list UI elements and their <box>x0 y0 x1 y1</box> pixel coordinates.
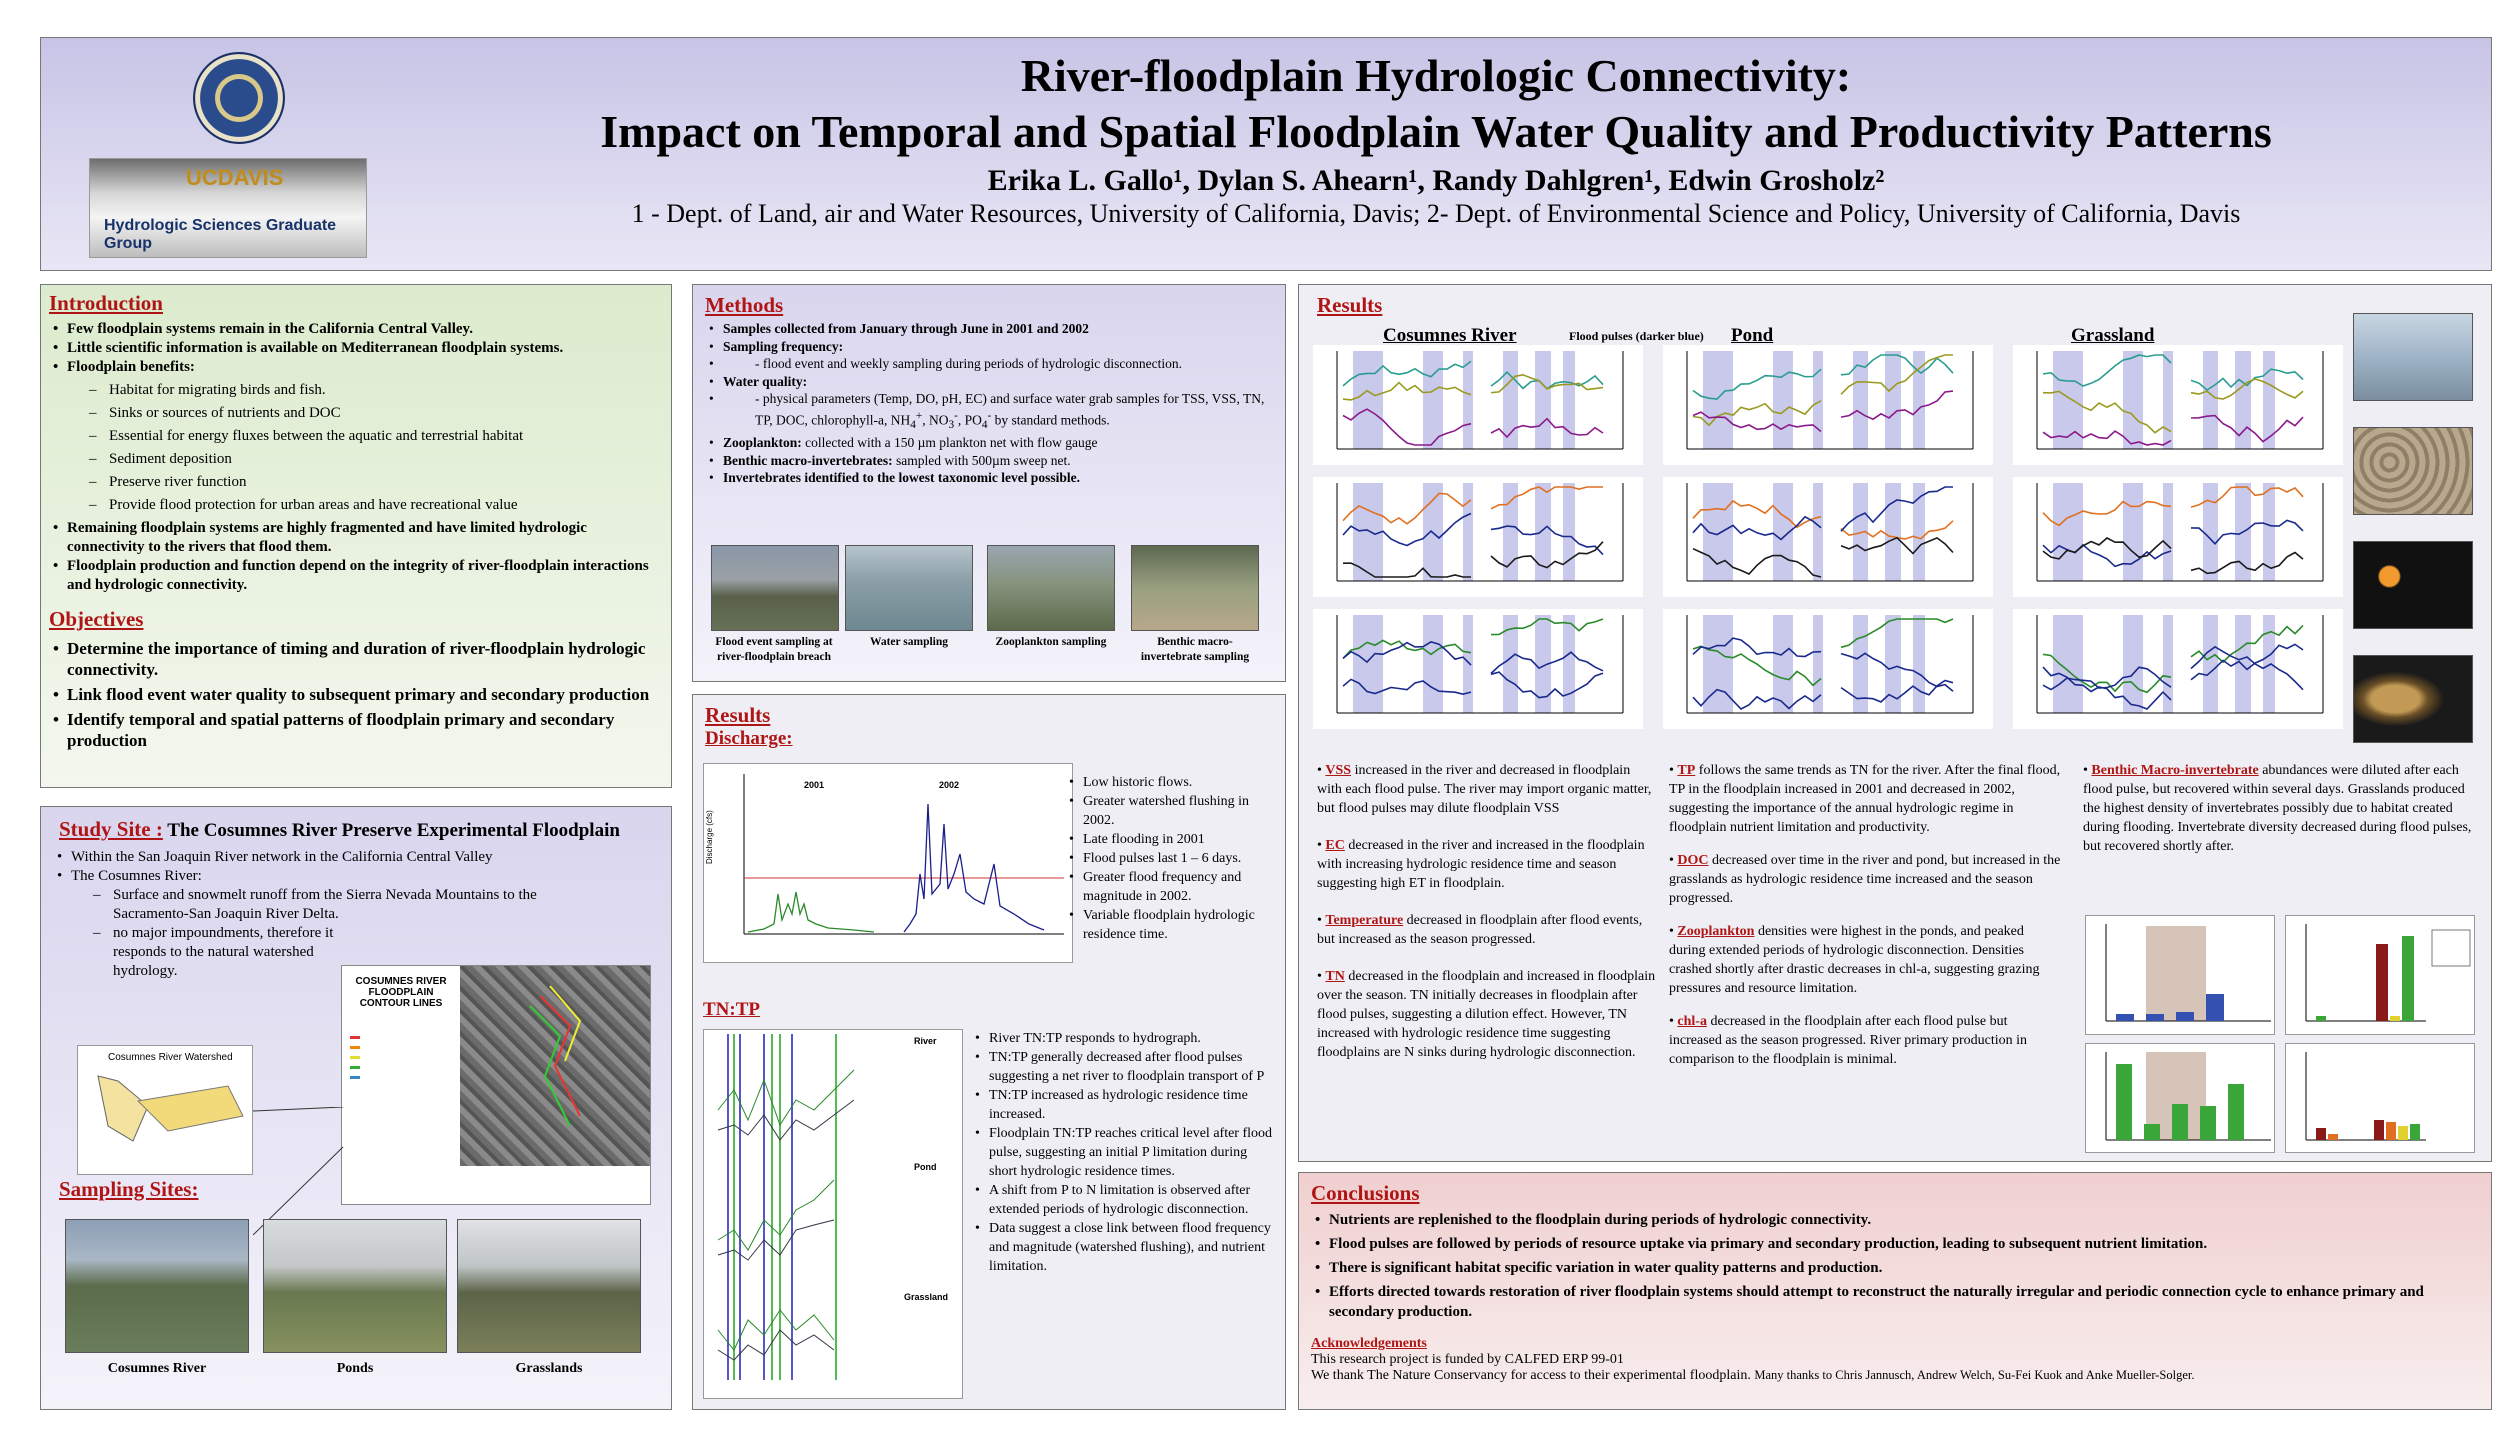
study-site-panel: Study Site : The Cosumnes River Preserve Experimental Floodplain • Within the San Joaquin River network in the California Central Valley • The Cosumnes River: – Surface and snowmelt runoff from the Sierra Nevada Mountains to the Sacramento-San Joaquin River Delta. – no major impoundments, therefore it responds to the natural watershed hydrology. Cosumnes River Watershed COSUMNES RIVER FLOODPLAIN CONTOUR LINES Sampling Sites: Cosumnes River Ponds Grasslands <box>40 806 672 1410</box>
methods-list: • Samples collected from January through June in 2001 and 2002 • Sampling frequency: • - flood event and weekly sampling during periods of hydrologic disconnection. • Water quality: • - physical parameters (Temp, DO, pH, EC) and surface water grab samples for TSS, VSS, TN, TP, DOC, chlorophyll-a, $NH_4^+$, $NO_3^-$, $PO_4^-$ by standard methods. • Zooplankton: collected with a 150 µm plankton net with flow gauge • Benthic macro-invertebrates: sampled with 500µm sweep net. • Invertebrates identified to the lowest taxonomic level possible. <box>705 320 1273 487</box>
grasslands-photo <box>457 1219 641 1353</box>
water-sampling-photo <box>845 545 973 631</box>
conclusions-heading: Conclusions <box>1311 1181 1420 1205</box>
diversity-chart-grassland <box>2285 915 2475 1035</box>
conclusions-list: • Nutrients are replenished to the floodplain during periods of hydrologic connectivity. • Flood pulses are followed by periods of resource uptake via primary and secondary production, leading to subsequent nutrient limitation. • There is significant habitat specific variation in water quality patterns and production. • Efforts directed towards restoration of river floodplain systems should attempt to reconstruct the naturally irregular and periodic connection cycle to enhance primary and secondary production. <box>1311 1210 2479 1322</box>
introduction-heading: Introduction <box>49 291 163 315</box>
methods-panel: Methods • Samples collected from January through June in 2001 and 2002 • Sampling frequency: • - flood event and weekly sampling during periods of hydrologic disconnection. • Water quality: • - physical parameters (Temp, DO, pH, EC) and surface water grab samples for TSS, VSS, TN, TP, DOC, chlorophyll-a, $NH_4^+$, $NO_3^-$, $PO_4^-$ by standard methods. • Zooplankton: collected with a 150 µm plankton net with flow gauge • Benthic macro-invertebrates: sampled with 500µm sweep net. • Invertebrates identified to the lowest taxonomic level possible. Flood event sampling at river-floodplain breach Water sampling Zooplankton sampling Benthic macro-invertebrate sampling <box>692 284 1286 682</box>
affiliations: 1 - Dept. of Land, air and Water Resources, University of California, Davis; 2- Dept. of Environmental Science and Policy, University of California, Davis <box>631 199 2241 228</box>
tntp-charts <box>703 1029 963 1399</box>
microscope-photo <box>2353 427 2473 515</box>
authors: Erika L. Gallo¹, Dylan S. Ahearn¹, Randy Dahlgren¹, Edwin Grosholz² <box>987 164 1885 197</box>
methods-heading: Methods <box>705 293 784 317</box>
watershed-inset-map: Cosumnes River Watershed <box>77 1045 253 1175</box>
zooplankton-photo <box>2353 541 2473 629</box>
discharge-bullets: • Low historic flows. • Greater watershed flushing in 2002. • Late flooding in 2001 • Flood pulses last 1 – 6 days. • Greater flood frequency and magnitude in 2002. • Variable floodplain hydrologic residence time. <box>1065 773 1275 944</box>
contour-map: COSUMNES RIVER FLOODPLAIN CONTOUR LINES <box>341 965 651 1205</box>
title-line-1: River-floodplain Hydrologic Connectivity: <box>1020 50 1852 101</box>
benthic-sampling-photo <box>1131 545 1259 631</box>
discharge-chart <box>703 763 1073 963</box>
flood-pulses-note: Flood pulses (darker blue) <box>1569 329 1704 343</box>
sampling-sites-heading: Sampling Sites: <box>59 1177 199 1201</box>
intro-list: • Few floodplain systems remain in the California Central Valley. • Little scientific information is available on Mediterranean floodplain systems. • Floodplain benefits: – Habitat for migrating birds and fish. – Sinks or sources of nutrients and DOC – Essential for energy fluxes between the aquatic and terrestrial habitat – Sediment deposition – Preserve river function – Provide flood protection for urban areas and have recreational value • Remaining floodplain systems are highly fragmented and have limited hydrologic connectivity to the rivers that flood them. • Floodplain production and function depend on the integrity of river-floodplain interactions and hydrologic connectivity. <box>49 320 663 595</box>
wq-chart-0-1 <box>1313 477 1643 597</box>
site-label-grassland: Grassland <box>2071 325 2155 346</box>
diversity-chart-pond <box>2285 1043 2475 1153</box>
wq-chart-1-0 <box>1663 345 1993 465</box>
ack-tnc: We thank The Nature Conservancy for access to their experimental floodplain <box>1311 1368 1748 1383</box>
invertebrate-photo <box>2353 655 2473 743</box>
objectives-list: • Determine the importance of timing and duration of river-floodplain hydrologic connectivity. • Link flood event water quality to subsequent primary and secondary production • Identify temporal and spatial patterns of floodplain primary and secondary production <box>49 638 663 751</box>
objectives-heading: Objectives <box>49 607 144 631</box>
zooplankton-sampling-photo <box>987 545 1115 631</box>
svg-text:Grassland: Grassland <box>904 1292 949 1302</box>
tntp-bullets: • River TN:TP responds to hydrograph. • TN:TP generally decreased after flood pulses suggesting a net river to floodplain transport of P • TN:TP increased as hydrologic residence time increased. • Floodplain TN:TP reaches critical level after flood pulse, suggesting an initial P limitation during short hydrologic residence times. • A shift from P to N limitation is observed after extended periods of hydrologic disconnection. • Data suggest a close link between flood frequency and magnitude (watershed flushing), and nutrient limitation. <box>971 1029 1275 1276</box>
svg-text:Pond: Pond <box>914 1162 937 1172</box>
discharge-heading: Discharge: <box>705 728 793 749</box>
results-col-2: • TP follows the same trends as TN for the river. After the final flood, TP in the floodplain increased in 2001 and decreased in 2002, suggesting the importance of the annual hydrologic regime in floodplain nutrient limitation and productivity. • DOC decreased over time in the river and pond, but increased in the grasslands as hydrologic residence time increased and the season progressed. • Zooplankton densities were highest in the ponds, and peaked during extended periods of hydrologic disconnection. Densities crashed shortly after drastic decreases in chl-a, suggesting grazing pressures and resource limitation. • chl-a decreased in the floodplain after each flood pulse but increased as the season progressed. River primary production in comparison to the floodplain is minimal. <box>1669 763 2061 1067</box>
wq-chart-2-0 <box>2013 345 2343 465</box>
title-line-2: Impact on Temporal and Spatial Floodplain Water Quality and Productivity Patterns <box>600 106 2272 157</box>
water-quality-charts <box>1313 345 2333 745</box>
cosumnes-river-photo <box>65 1219 249 1353</box>
ack-thanks: Many thanks to Chris Jannusch, Andrew Welch, Su-Fei Kuok and Anke Mueller-Solger. <box>1754 1368 2195 1382</box>
svg-text:2002: 2002 <box>939 780 960 790</box>
conclusions-panel: Conclusions • Nutrients are replenished to the floodplain during periods of hydrologic connectivity. • Flood pulses are followed by periods of resource uptake via primary and secondary production, leading to subsequent nutrient limitation. • There is significant habitat specific variation in water quality patterns and production. • Efforts directed towards restoration of river floodplain systems should attempt to reconstruct the naturally irregular and periodic connection cycle to enhance primary and secondary production. Acknowledgements This research project is funded by CALFED ERP 99-01 We thank The Nature Conservancy for access to their experimental floodplain. Many thanks to Chris Jannusch, Andrew Welch, Su-Fei Kuok and Anke Mueller-Solger. <box>1298 1172 2492 1410</box>
results-col-1: • VSS increased in the river and decreased in floodplain with each flood pulse. The river may import organic matter, but flood pulses may dilute floodplain VSS • EC decreased in the river and increased in the floodplain with increasing hydrologic residence time and season suggesting high ET in floodplain. • Temperature decreased in floodplain after flood events, but increased as the season progressed. • TN decreased in the floodplain and increased in floodplain over the season. TN initially decreases in floodplain after flood pulses, suggesting a dilution effect. However, TN increased with hydrologic residence time suggesting floodplains are N sinks during hydrologic disconnection. <box>1317 763 1656 1060</box>
ucdavis-logo: UCDAVIS Hydrologic Sciences Graduate Group <box>89 158 367 258</box>
wq-chart-1-1 <box>1663 477 1993 597</box>
svg-text:River: River <box>914 1036 937 1046</box>
results-discharge-panel <box>692 694 1286 1410</box>
introduction-panel <box>40 284 672 788</box>
poster-header <box>40 37 2492 271</box>
wq-chart-1-2 <box>1663 609 1993 729</box>
site-label-river: Cosumnes River <box>1383 325 1517 346</box>
svg-text:2001: 2001 <box>804 780 825 790</box>
study-site-heading: Study Site : <box>59 817 163 841</box>
benthic-chart-pond <box>2085 1043 2275 1153</box>
site-label-pond: Pond <box>1731 325 1774 346</box>
ack-funding: This research project is funded by CALFED ERP 99-01 <box>1311 1352 1624 1367</box>
svg-text:Discharge (cfs): Discharge (cfs) <box>705 810 714 864</box>
wq-chart-2-2 <box>2013 609 2343 729</box>
study-list: • Within the San Joaquin River network in the California Central Valley • The Cosumnes River: – Surface and snowmelt runoff from the Sierra Nevada Mountains to the Sacramento-San Joaquin River Delta. – no major impoundments, therefore it responds to the natural watershed hydrology. <box>53 848 659 981</box>
uc-seal-logo <box>193 52 285 144</box>
tntp-heading: TN:TP <box>703 999 760 1020</box>
benthic-chart-river <box>2085 915 2275 1035</box>
results-col-3: • Benthic Macro-invertebrate abundances were diluted after each flood pulse, but recovered within several days. Grasslands produced the highest density of invertebrates possibly due to habitat created during flooding. Invertebrate diversity decreased during flood pulses, but recovered shortly after. <box>2083 763 2472 854</box>
field-photo <box>2353 313 2473 401</box>
results-right-heading: Results <box>1317 293 1383 317</box>
results-right-panel <box>1298 284 2492 1162</box>
ponds-photo <box>263 1219 447 1353</box>
wq-chart-0-0 <box>1313 345 1643 465</box>
flood-sampling-photo <box>711 545 839 631</box>
results-mid-heading: Results <box>705 703 771 727</box>
acknowledgements-heading: Acknowledgements <box>1311 1336 1427 1351</box>
study-site-title: The Cosumnes River Preserve Experimental Floodplain <box>167 820 620 841</box>
wq-chart-2-1 <box>2013 477 2343 597</box>
wq-chart-0-2 <box>1313 609 1643 729</box>
